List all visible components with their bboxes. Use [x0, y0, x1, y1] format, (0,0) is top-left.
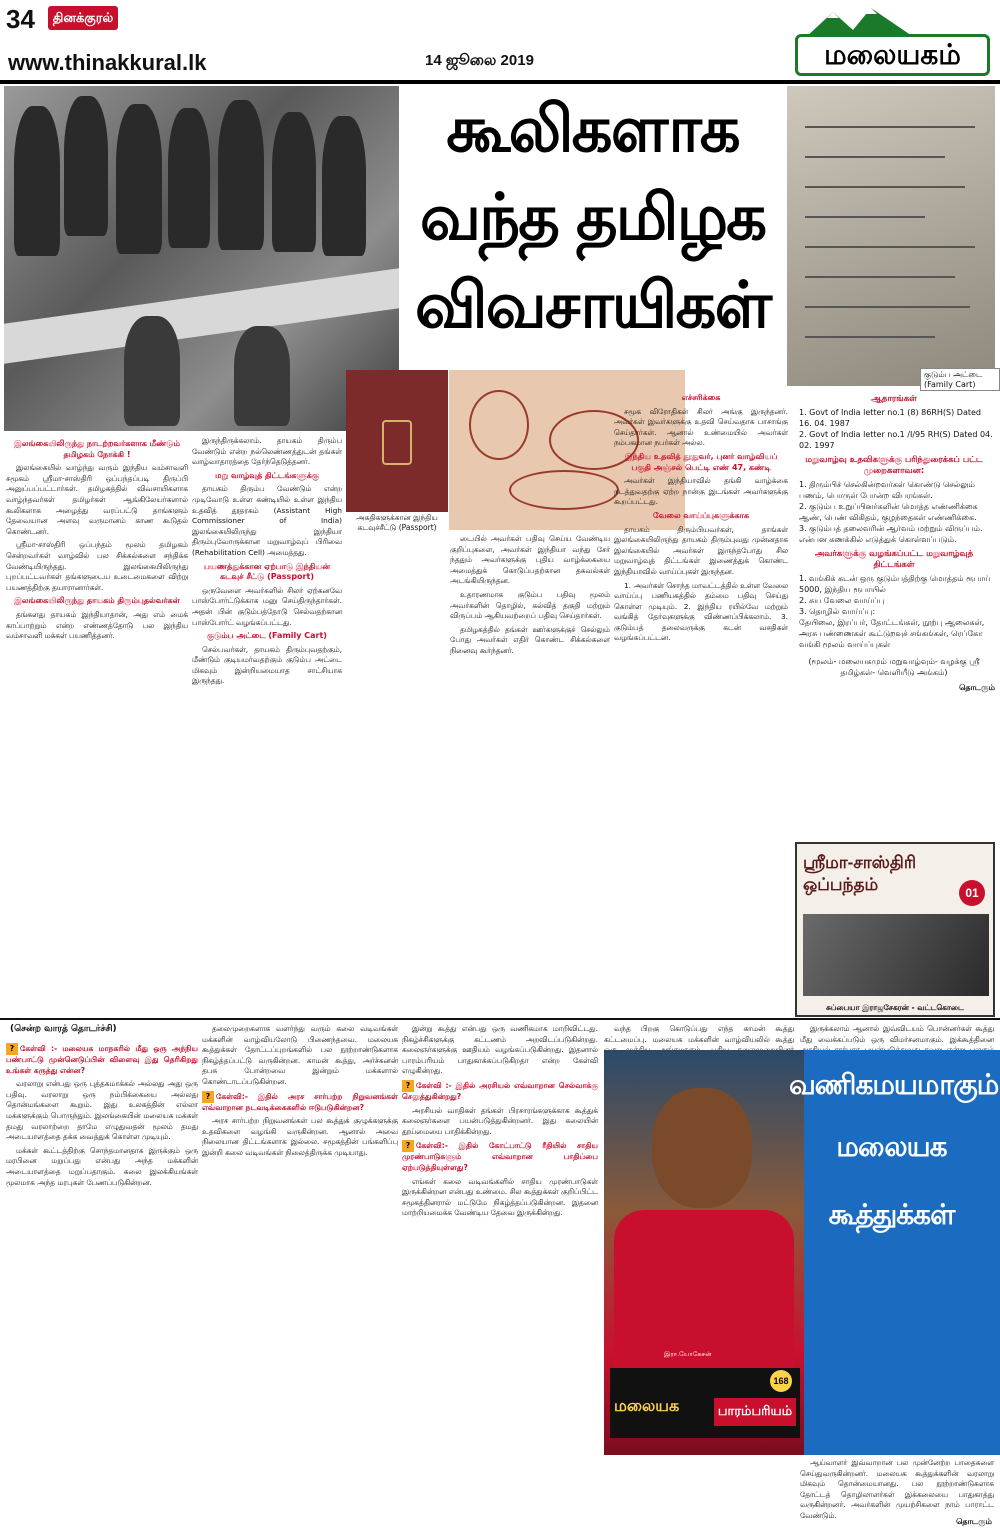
- paragraph: தங்களது தாயகம் இந்தியாதான், அது எம் மைக் காப்பாற்றும் என்ற எண்ணத்தோடு பல இந்திய வம்சாவளி மக்கள் பயணித்தனர்.: [6, 609, 188, 641]
- paragraph: செல்பவர்கள், தாயகம் திரும்புவதற்கும், மீண்டும் குடியமர்வதற்கும் குடும்ப அட்டை மிகவும் இன்றியமையாத சாட்சியாக இருந்தது.: [192, 644, 342, 686]
- headline-line-1: கூலிகளாக: [446, 93, 739, 167]
- bottom-column-4-top: [604, 1024, 794, 1048]
- paragraph: வந்த பிறகு கொடுப்பது எந்த காமன் கூத்து கட்டமைப்பு. மலையக மக்களின் வாழ்வியலில் கூத்து: [604, 1024, 794, 1044]
- bottom-column-5: [800, 1458, 994, 1518]
- promo-title-line-1: வணிகமயமாகும்: [789, 1068, 999, 1101]
- numbered-list: 1. அவர்கள் சொந்த மாவட்டத்தில் உள்ள வேலை வாய்ப்பு பணியகத்தில் தம்மை பதிவு செய்து கொள்ள முடியும். 2. இந்திய ரயில்வே மற்றும் வங்கித் தேர்வுகளுக்கு விண்ணப்பிக்கலாம். 3. குடும்பத் தலைவருக்கு கடன் வசதிகள் வழங்கப்பட்டன.: [614, 580, 788, 643]
- headline-line-3: விவசாயிகள்: [414, 269, 771, 343]
- tag-label: மலையக: [614, 1396, 680, 1415]
- promo-title-line-3: கூத்துக்கள்: [828, 1198, 955, 1231]
- article-column-3: [450, 534, 610, 1014]
- article-column-1: [6, 436, 188, 1014]
- series-banner: [795, 842, 995, 1017]
- author-caption: இரா.யோகேசன்: [664, 1350, 712, 1358]
- question: [402, 1080, 598, 1103]
- question-text: கேள்வி:- இதில் அரச சார்பற்ற நிறுவனங்கள் எவ்வாறான நடவடிக்கைகளில் ஈடுபடுகின்றன?: [202, 1091, 398, 1112]
- paragraph: ஆய்வாளர் இவ்வாறான பல முன்னேற்ற பாதைகளை செய்துவருகின்றனர். மலையக கூத்துக்களின் வரலாறு மிகவும் தொன்மையானது. பல நூற்றாண்டுகளாக தோட்டத் தொழிலாளர்கள் இக்கலையை பாதுகாத்து வருகின்றனர். அவர்களின் முயற்சிகளை நாம் பாராட்ட வேண்டும்.: [800, 1458, 994, 1520]
- info-item: 3. குடும்பத் தலைவரின் ஆர்வம் மற்றும் விருப்பம்.: [799, 524, 983, 533]
- tag-label: பாரம்பரியம்: [714, 1398, 796, 1426]
- feature-promo-banner: [604, 1050, 1000, 1455]
- info-item: என்பன கணக்கில் எடுத்துக் கொள்ளப்படும்.: [799, 535, 957, 544]
- signing-ceremony-photo: [4, 86, 399, 431]
- emblem-icon: [382, 420, 412, 465]
- question-mark-icon: ?: [402, 1080, 414, 1092]
- page-number: 34: [6, 4, 35, 34]
- question-mark-icon: ?: [202, 1091, 214, 1103]
- website-url[interactable]: www.thinakkural.lk: [8, 50, 207, 75]
- section-divider: [0, 1018, 1000, 1020]
- info-item: 2. சுய வேலை வாய்ப்பு: [799, 596, 885, 605]
- answer: அரச சார்பற்ற நிறுவனங்கள் பல கூத்துக் குழுக்களுக்கு உதவிகளை வழங்கி வருகின்றன. ஆனால் அவை நிலையான திட்டங்களாக இல்லை. சமூகத்தின் பங்களிப்பு இன்றி கலை வடிவங்கள் நிலைத்திருக்க முடியாது.: [202, 1116, 398, 1157]
- subheading: எச்சரிக்கை: [681, 393, 721, 402]
- reference-item: 1. Govt of India letter no.1 (8) 86RH(S) Dated 16. 04. 1987: [799, 408, 981, 428]
- section-brand-name: மலையகம்: [795, 34, 990, 76]
- info-item: 1. வங்கிக் கடன் ஒரு குடும்பத்திற்கு மொத்தம் ரூபாய் 5000, இந்திய ரூபாயில்: [799, 574, 991, 594]
- info-item: தேயிலை, இரப்பர், தோட்டங்கள், நூற்பு ஆலைகள், அரசு பண்ணைகள் கூட்டுறவுச் சங்கங்கள், ரெப்கோ வங்கி மூலம் வாய்ப்புகள்: [799, 618, 985, 649]
- answer: அரசியல் வாதிகள் தங்கள் பிரசாரங்களுக்காக கூத்துக் கலைஞர்களை பயன்படுத்துகின்றனர். இது கலையின் தூய்மையை பாதிக்கின்றது.: [402, 1105, 598, 1136]
- info-sidebar: [793, 390, 995, 693]
- paragraph: தமிழகத்தில் தங்கள் ஊர்களுக்குச் செல்லும் போது அவர்கள் எதிர் கொண்ட சிக்கல்களை நினைவு கூர்ந்தனர்.: [450, 624, 610, 655]
- paragraph: தாயகம் திரும்பியவர்கள், தாங்கள் இலங்கையிலிருந்து தாயகம் திரும்புவது முன்னதாக இலங்கையில் அவர்கள் இருந்தபோது சில மறுவாழ்வுத் திட்டங்கள் இணைத்துக் கொண்ட இந்தியாவில் வாய்ப்புகள் இருந்தன.: [614, 524, 788, 576]
- tag-number-badge: 168: [770, 1370, 792, 1392]
- bottom-column-5-top: [800, 1024, 994, 1048]
- series-number-badge: 01: [959, 880, 985, 906]
- question-text: கேள்வி:- இதில் கோட்பாட்டு ரீதியில் சாதிய முரண்பாடுகளும் எவ்வாறான பாதிப்பை ஏற்படுத்தியுள்ளது?: [402, 1141, 598, 1172]
- reference-item: 2. Govt of India letter no.1 /I/95 RH(S) Dated 04. 02. 1997: [799, 430, 993, 450]
- subheading: மறு வாழ்வுத் திட்டங்களுக்கு: [215, 470, 319, 480]
- bottom-column-3: [402, 1024, 598, 1520]
- info-heading: மறுவாழ்வு உதவிகளுக்கு பரிந்துரைக்கப் பட்ட முறைகளாவன:: [805, 455, 983, 476]
- passport-caption: அகதிகளுக்கான இந்திய கடவுச்சீட்டு (Passport): [346, 512, 448, 534]
- promo-title-line-2: மலையக: [836, 1130, 947, 1163]
- byline: சுப்பையா இராஜசேகரன் - வட்டகொடை: [826, 1003, 964, 1012]
- subheading: வேலை வாய்ப்புகளுக்காக: [653, 510, 749, 520]
- question-mark-icon: ?: [6, 1043, 18, 1055]
- bottom-column-2: [202, 1024, 398, 1520]
- section-brand: [795, 8, 990, 78]
- paragraph: ஸ்ரீமா-சாஸ்திரி ஒப்பந்தம் மூலம் தமிழகம் சென்றவர்கள் வாழ்வில் பல சிக்கல்களை சந்திக்க வேண்டியிருந்தது. இலங்கையிலிருந்து புறப்பட்டவர்கள் தங்களுடைய உடைமைகளை விற்று பயணத்திற்கு தயாரானார்கள்.: [6, 540, 188, 592]
- question-text: கேள்வி :- இதில் அரசியல் எவ்வாறான செல்வாக்கு செலுத்துகின்றது?: [402, 1080, 598, 1101]
- paragraph: இருக்கலாம் ஆனால் இவ்விடயம் பொன்னர்கள் கூத்து மீது வைக்கப்படும் ஒரு விமர்சனமாகும். இக்கூத்தினை: [800, 1024, 994, 1044]
- answer: எங்கள் கலை வடிவங்களில் சாதிய முரண்பாடுகள் இருக்கின்றன என்பது உண்மை. சில கூத்துக்கள் குறிப்பிட்ட சமூகத்தினரால் மட்டுமே நிகழ்த்தப்படுகின்றன. இதனை மாற்றியமைக்க வேண்டிய தேவை இருக்கின்றது.: [402, 1176, 598, 1218]
- paragraph: தலைமுறைகளாக வளர்ந்து வரும் கலை வடிவங்கள் மக்களின் வாழ்வியலோடு பிணைந்தவை. மலையக கூத்துக்கள் தோட்டப்புறங்களில் பல நூற்றாண்டுகளாக நிகழ்த்தப்பட்டு வருகின்றன. காமன் கூத்து, அர்ச்சுனன் தபசு போன்றவை இன்றும் மக்களால் கொண்டாடப்படுகின்றன.: [202, 1024, 398, 1086]
- passport-image: [346, 370, 448, 530]
- paragraph: அவர்கள் இந்தியாவில் தங்கி வாழ்க்கை நடத்துவதற்கு ஏற்ற நான்கு இடங்கள் அவர்களுக்கு கூறப்பட்டது.: [614, 476, 788, 507]
- question-mark-icon: ?: [402, 1140, 414, 1152]
- info-item: 3. தொழில் வாய்ப்பு:: [799, 607, 876, 616]
- article-column-4: [614, 390, 788, 1014]
- info-item: 1. திரும்பிச் செல்கின்றவர்கள் கொண்டு செல்லும் பணம், பொருள் போன்ற விபரங்கள்.: [799, 480, 975, 500]
- paragraph: ஒருவேளை அவர்களில் சிலர் ஏற்கனவே பாஸ்போர்ட்டுக்காக மனு செய்திருந்தார்கள். அதன் பின் குடும்பத்தோடு செல்வதற்கான பாஸ்போர்ட் வழங்கப்பட்டது.: [192, 585, 342, 627]
- series-photo: [803, 914, 989, 996]
- continued-from-header: (சென்ற வாரத் தொடர்ச்சி): [10, 1024, 117, 1034]
- paragraph: உதாரணமாக குடும்ப பதிவு மூலம் அவர்களின் தொழில், கல்வித் தகுதி மற்றும் விருப்பம் ஆகியவற்றைப் பதிவு செய்தார்கள்.: [450, 589, 610, 621]
- issue-date: 14 ஜூலை 2019: [425, 52, 534, 69]
- subheading: பயணத்துக்கான ஏற்பாடு இந்தியன் கடவுச் சீட்டு (Passport): [204, 561, 330, 582]
- headline-line-2: வந்த தமிழக: [419, 181, 766, 255]
- question: [202, 1091, 398, 1114]
- info-heading: ஆதாரங்கள்: [871, 394, 917, 404]
- paper-logo: தினக்குரல்: [48, 6, 118, 30]
- main-headline: [400, 86, 785, 368]
- bottom-column-1: [6, 1040, 198, 1520]
- article-column-2a: [192, 436, 342, 1014]
- family-card-caption: குடும்ப அட்டை (Family Cart): [920, 368, 1000, 391]
- subheading: இலங்கையிலிருந்து நாடற்றவர்களாக மீண்டும் தமிழகம் நோக்கி !: [14, 439, 180, 459]
- answer: மக்கள் கூட்டத்திற்கு சொந்தமானதாக இருக்கும் ஒரு மரபினை மறுப்பது என்பது அந்த மக்களின் அடையாளத்தை மறுப்பதாகும். கலை இலக்கியங்கள் மூலமாக அந்த மரபுகள் பேணப்படுகின்றன.: [6, 1145, 198, 1187]
- masthead-rule: [0, 80, 1000, 84]
- paragraph: சமூக விரோதிகள் சிலர் அங்கு இருந்தனர். அவர்கள் இவர்களுக்கு உதவி செய்வதாக பாசாங்கு செய்தார்கள். ஆனால் உண்மையில் அவர்கள் நம்பகமான நபர்கள் அல்ல.: [614, 406, 788, 448]
- paragraph: இலங்கையில் வாழ்ந்து வரும் இந்திய வம்சாவளி சமூகம் ஸ்ரீமா-சாஸ்திரி ஒப்பந்தப்படி திருப்பி அனுப்பப்பட்டார்கள். தமிழகத்தில் விவசாயிகளாக வாழ்ந்தவர்கள் தமிழர்கள் ஆங்கிலேயர்களால் கூலிகளாக அழைத்து வரப்பட்டு தாங்களும் தேவையான அளவு வருமானம் காண கூடுதல் கொண்டனர்.: [6, 463, 188, 536]
- info-item: 2. குடும்ப உறுப்பினர்களின் மொத்த எண்ணிக்கை ஆண், பெண் விகிதம், குழந்தைகள் எண்ணிக்கை.: [799, 502, 978, 522]
- question: [402, 1140, 598, 1173]
- answer: வரலாறு என்பது ஒரு புத்தகமாக்கல் அல்லது அது ஒரு பதிவு. வரலாறு ஒரு நம்பிக்கையை அல்லது தொன்மங்களை கூறும். இது உலகத்தின் எல்லா மக்களுக்கும் பொருந்தும். இலங்கையின் மலையக மக்கள் தமது வரலாற்றை தாமே எழுதுவதன் மூலம் தமது அடையாளத்தை தக்க வைத்துக் கொள்ள முடியும்.: [6, 1079, 198, 1142]
- paragraph: தாயகம் திரும்ப வேண்டும் என்ற முடிவோடு உள்ள கண்டியில் உள்ள இந்திய உதவித் தூதரகம் (Assistant High Commissioner of India) இலங்கையிலிருந்து இந்தியா திரும்புவோருக்கான மறுவாழ்வுப் பிரிவை (Rehabilitation Cell) அமைத்தது.: [192, 484, 342, 557]
- subheading: இந்திய உதவித் தூதுவர், புனர் வாழ்வியப் பகுதி அஞ்சல் பெட்டி எண் 47, கண்டி: [624, 451, 778, 472]
- series-tag: [610, 1368, 800, 1438]
- info-heading: அவர்களுக்கு வழங்கப்பட்ட மறுவாழ்வுத் திட்டங்கள்: [814, 549, 974, 570]
- continued-label: தொடரும்: [956, 1517, 992, 1526]
- masthead: [0, 0, 1000, 82]
- question: [6, 1043, 198, 1076]
- subheading: குடும்ப அட்டை (Family Cart): [207, 631, 327, 641]
- paragraph: டையில் அவர்கள் பதிவு செய்ய வேண்டிய குறிப்புகளை, அவர்கள் இந்தியா வந்து சேர் ந்ததும் அவர்களுக்கு புதிய வாழ்க்கையை அமைத்துக் கொடுப்பதற்கான தகவல்கள் அடங்கியிருந்தன.: [450, 534, 610, 586]
- continued-label: தொடரும்: [959, 683, 995, 692]
- paragraph: இருந்திருக்கலாம். தாயகம் திரும்ப வேண்டும் என்ற நல்லெண்ணத்துடன் தங்கள் வாழ்வாதாரத்தை தேர்ந்தெடுத்தனர்.: [192, 436, 342, 467]
- series-title: ஸ்ரீமா-சாஸ்திரி ஒப்பந்தம்: [803, 853, 917, 894]
- source-note: (மூலம்- மலையகமும் மறுவாழ்வும்- வழக்கு ஸ்ரீ தமிழ்கள்- வெளியீடு அங்கம்): [808, 657, 980, 677]
- family-card-document-photo: [787, 86, 995, 386]
- subheading: இலங்கையிலிருந்து தாயகம் திரும்புதல்வர்கள்: [14, 596, 180, 606]
- question-text: கேள்வி :- மலையக மாநகரில் மீது ஒரு அந்நிய பண்பாட்டு முன்னெடுப்பின் விளைவு இது தெரிகிறது உங்கள் கருத்து என்ன?: [6, 1044, 198, 1075]
- paragraph: இன்று கூத்து என்பது ஒரு வணிகமாக மாறிவிட்டது. நிகழ்ச்சிகளுக்கு கட்டணம் அறவிடப்படுகின்றது. கலைஞர்களுக்கு ஊதியம் வழங்கப்படுகின்றது. இதனால் பாரம்பரியம் பாதுகாக்கப்படுகிறதா என்ற கேள்வி எழுகின்றது.: [402, 1024, 598, 1076]
